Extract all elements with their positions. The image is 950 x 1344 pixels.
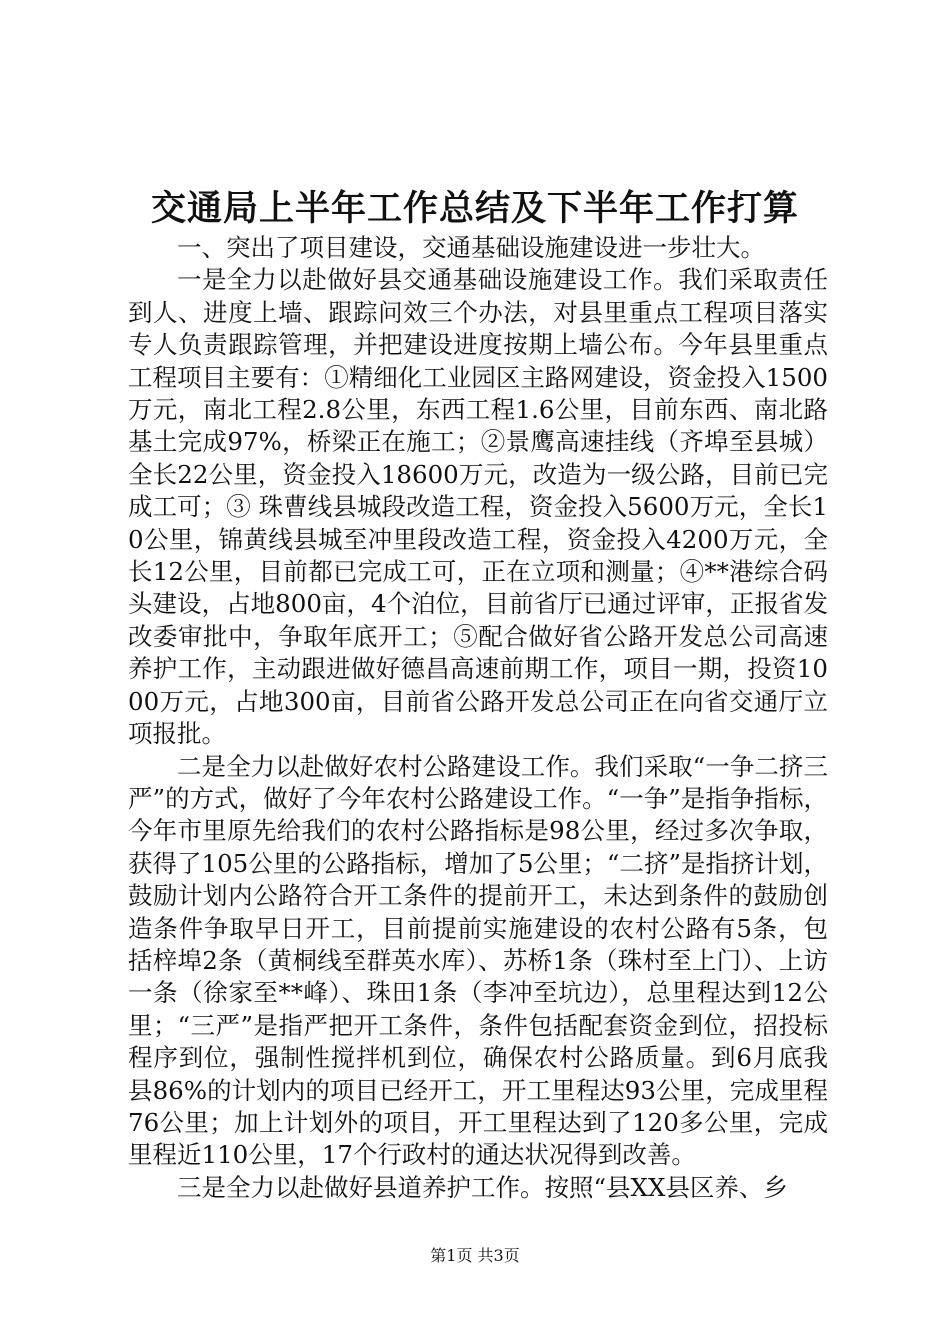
body-paragraph: 一是全力以赴做好县交通基础设施建设工作。我们采取责任到人、进度上墙、跟踪问效三个办法，对县里重点工程项目落实专人负责跟踪管理，并把建设进度按期上墙公布。今年县里重点工程项目主要有：①精细化工业园区主路网建设，资金投入1500万元，南北工程2.8公里，东西工程1.6公里，目前东西、南北路基土完成97%，桥梁正在施工；②景鹰高速挂线（齐埠至县城）全长22公里，资金投入18600万元，改造为一级公路，目前已完成工可；③ 珠曹线县城段改造工程，资金投入5600万元，全长10公里，锦黄线县城至冲里段改造工程，资金投入4200万元，全长12公里，目前都已完成工可，正在立项和测量；④**港综合码头建设，占地800亩，4个泊位，目前省厅已通过评审，正报省发改委审批中，争取年底开工；⑤配合做好省公路开发总公司高速养护工作，主动跟进做好德昌高速前期工作，项目一期，投资1000万元，占地300亩，目前省公路开发总公司正在向省交通厅立项报批。 [128, 265, 828, 749]
body-paragraph: 三是全力以赴做好县道养护工作。按照“县XX县区养、乡 [177, 1172, 788, 1202]
page-footer: 第1页 共3页 [430, 1246, 520, 1265]
section-heading: 一、突出了项目建设，交通基础设施建设进一步壮大。 [177, 233, 765, 262]
document-body [128, 232, 828, 1204]
document-title: 交通局上半年工作总结及下半年工作打算 [150, 188, 799, 229]
body-paragraph: 二是全力以赴做好农村公路建设工作。我们采取“一争二挤三严”的方式，做好了今年农村公路建设工作。“一争”是指争指标，今年市里原先给我们的农村公路指标是98公里，经过多次争取，获得了105公里的公路指标，增加了5公里；“二挤”是指挤计划，鼓励计划内公路符合开工条件的提前开工，未达到条件的鼓励创造条件争取早日开工，目前提前实施建设的农村公路有5条，包括梓埠2条（黄桐线至群英水库）、苏桥1条（珠村至上门）、上访一条（徐家至**峰）、珠田1条（李冲至坑边），总里程达到12公里；“三严”是指严把开工条件，条件包括配套资金到位，招投标程序到位，强制性搅拌机到位，确保农村公路质量。到6月底我县86%的计划内的项目已经开工，开工里程达93公里，完成里程76公里；加上计划外的项目，开工里程达到了120多公里，完成里程近110公里，17个行政村的通达状况得到改善。 [128, 751, 828, 1170]
